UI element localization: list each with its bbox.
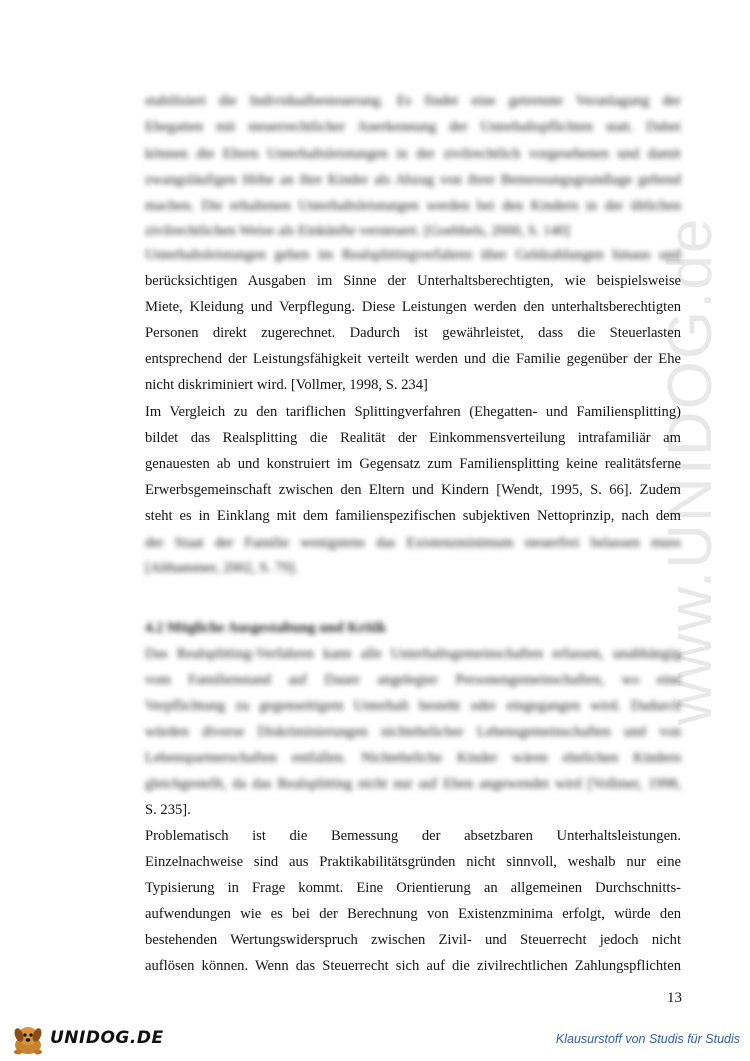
text-line: würden diverse Diskriminierungen nichtehelicher Lebensgemeinschaften und von [145,724,681,740]
section-heading: 4.2 Mögliche Ausgestaltung und Kritik [145,620,387,636]
text-line: der Staat der Familie wenigstens das Existenzminimum steuerfrei belassen muss [145,535,681,551]
text-line: vom Familienstand auf Dauer angelegter Personengemeinschaften, wo eine [145,672,681,688]
text-line: entsprechend der Leistungsfähigkeit verteilt werden und die Familie gegenüber der Ehe [145,351,681,367]
text-line: Verpflichtung zu gegenseitigem Unterhalt besteht oder eingegangen wird. Dadurch [145,698,681,714]
text-line: bestehenden Wertungswiderspruch zwischen Zivil- und Steuerrecht jedoch nicht [145,932,681,948]
logo-brand-text: UNIDOG.DE [50,1028,164,1048]
footer-tagline: Klausurstoff von Studis für Studis [555,1032,740,1046]
unidog-logo[interactable] [6,1022,166,1056]
text-line: aufwendungen wie es bei der Berechnung von Existenzminima erfolgt, würde den [145,906,681,922]
text-line: S. 235]. [145,802,191,818]
text-line: nicht diskriminiert wird. [Vollmer, 1998, S. 234] [145,377,428,393]
watermark-text: www.UNIDOG.de [656,216,725,725]
text-line: zivilrechtlichen Weise als Einkünfte versteuert. [Goebbels, 2000, S. 140] [145,223,570,239]
text-line: zwangsläufigen Höhe an ihre Kinder als Abzug von ihrer Bemessungsgrundlage geltend [145,172,681,188]
text-line: Erwerbsgemeinschaft zwischen den Eltern und Kindern [Wendt, 1995, S. 66]. Zudem [145,482,681,498]
text-line: Im Vergleich zu den tariflichen Splittingverfahren (Ehegatten- und Familiensplitting) [145,404,681,420]
text-line: stabilisiert die Individualbesteuerung. Es findet eine getrennte Veranlagung der [145,93,681,109]
text-line: bildet das Realsplitting die Realität der Einkommensverteilung intrafamiliär am [145,430,681,446]
text-line: gleichgestellt, da das Realsplitting nicht nur auf Ehen angewendet wird [Vollmer, 1998, [145,776,681,792]
text-line: Lebenspartnerschaften entfallen. Nichteheliche Kinder wären ehelichen Kindern [145,750,681,766]
text-line: Das Realsplitting-Verfahren kann alle Unterhaltsgemeinschaften erfassen, unabhängig [145,646,681,662]
text-line: Ehegatten mit steuerrechtlicher Anerkennung der Unterhaltspflichten statt. Dabei [145,119,681,135]
text-line: berücksichtigen Ausgaben im Sinne der Unterhaltsberechtigten, wie beispielsweise [145,273,681,289]
text-line: Typisierung in Frage kommt. Eine Orientierung an allgemeinen Durchschnitts- [145,880,681,896]
text-line: auflösen können. Wenn das Steuerrecht sich auf die zivilrechtlichen Zahlungspflichten [145,958,681,974]
text-line: Miete, Kleidung und Verpflegung. Diese Leistungen werden den unterhaltsberechtigten [145,299,681,315]
text-line: [Althammer, 2002, S. 79]. [145,560,299,576]
text-line: machen. Die erhaltenen Unterhaltsleistungen werden bei den Kindern in der üblichen [145,198,681,214]
text-line: steht es in Einklang mit dem familienspezifischen subjektiven Nettoprinzip, nach dem [145,508,681,524]
text-line: Unterhaltsleistungen gehen im Realsplittingverfahren über Geldzahlungen hinaus und [145,247,681,263]
page-number: 13 [667,990,682,1006]
dog-mascot-icon [6,1022,50,1056]
text-line: können die Eltern Unterhaltsleistungen in der zivilrechtlich vorgesehenen und damit [145,146,681,162]
text-line: Einzelnachweise sind aus Praktikabilitätsgründen nicht sinnvoll, weshalb nur eine [145,854,681,870]
text-line: Personen direkt zugerechnet. Dadurch ist gewährleistet, dass die Steuerlasten [145,325,681,341]
text-line: Problematisch ist die Bemessung der absetzbaren Unterhaltsleistungen. [145,828,681,844]
text-line: genauesten ab und konstruiert im Gegensatz zum Familiensplitting keine realitätsferne [145,456,681,472]
